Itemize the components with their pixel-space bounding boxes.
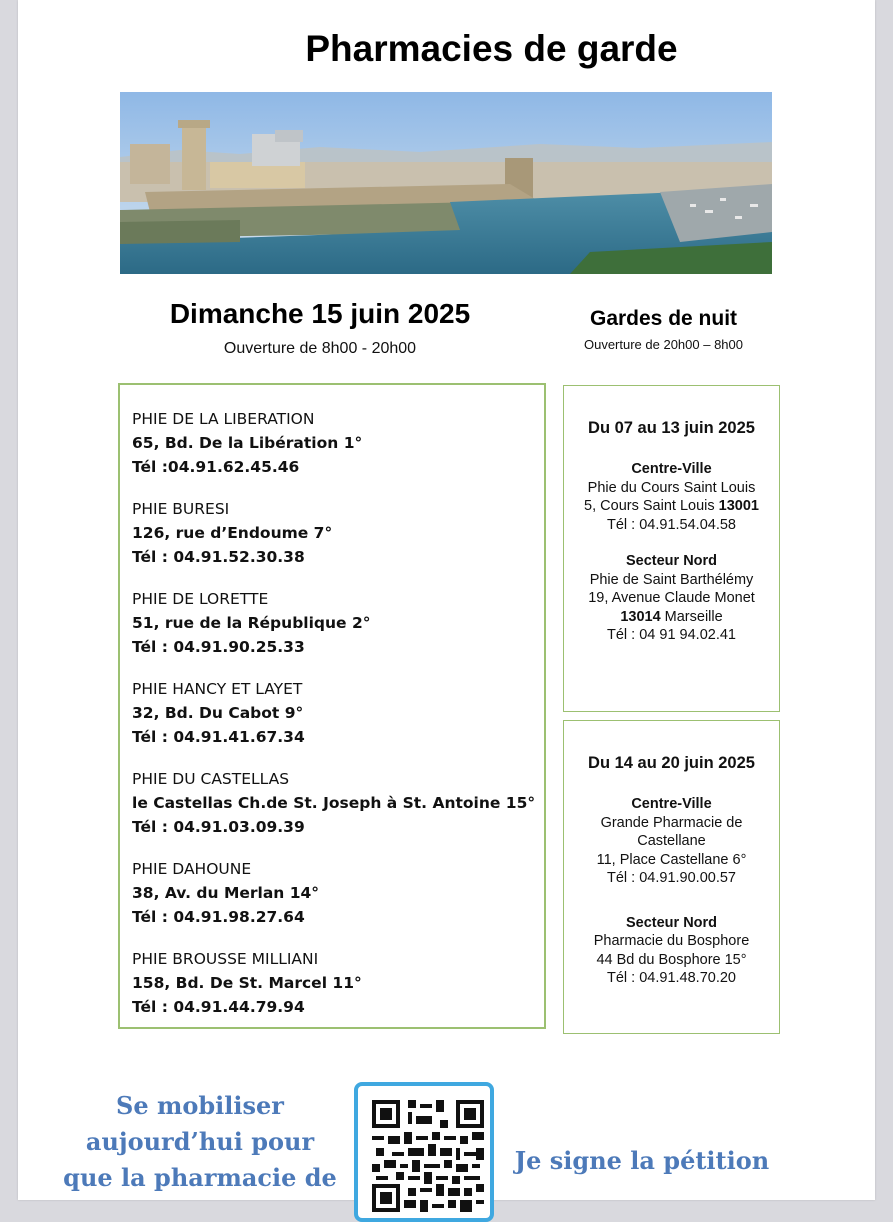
pharmacy-phone: Tél : 04.91.54.04.58 <box>607 516 736 533</box>
pharmacy-address: 44 Bd du Bosphore 15° <box>596 951 747 968</box>
mobilize-line: aujourd’hui pour <box>85 1127 315 1156</box>
mobilize-line: que la pharmacie de <box>63 1163 337 1192</box>
pharmacy-phone: Tél : 04.91.44.79.94 <box>132 998 305 1016</box>
pharmacy-address: 158, Bd. De St. Marcel 11° <box>132 974 362 992</box>
night-period: Du 14 au 20 juin 2025 <box>588 754 755 772</box>
day-date-title: Dimanche 15 juin 2025 <box>169 298 471 329</box>
pharmacy-address: 38, Av. du Merlan 14° <box>132 884 320 902</box>
pharmacy-address: 51, rue de la République 2° <box>132 614 371 632</box>
pharmacy-address: le Castellas Ch.de St. Joseph à St. Antoine 15° <box>132 794 536 812</box>
day-pharmacies-list <box>118 383 546 1029</box>
pharmacy-phone: Tél : 04 91 94.02.41 <box>607 627 736 643</box>
pharmacy-address <box>564 497 779 516</box>
night-sector-north <box>564 552 779 645</box>
pharmacy-address: 65, Bd. De la Libération 1° <box>132 434 363 452</box>
night-sector-center <box>564 460 779 534</box>
pharmacy-name: PHIE DE LORETTE <box>132 590 269 608</box>
address-zip: 13001 <box>718 498 759 514</box>
pharmacy-phone: Tél : 04.91.90.25.33 <box>132 638 305 656</box>
pharmacy-phone: Tél : 04.91.98.27.64 <box>132 908 305 926</box>
pharmacy-address: 11, Place Castellane 6° <box>596 851 747 868</box>
night-sector-north <box>564 914 779 988</box>
pharmacy-name: Pharmacie du Bosphore <box>593 933 750 949</box>
pharmacy-address: 126, rue d’Endoume 7° <box>132 524 333 542</box>
qr-code-icon <box>372 1100 484 1212</box>
pharmacy-entry <box>132 677 544 749</box>
mobilize-text <box>60 1088 340 1196</box>
pharmacy-entry <box>132 857 544 929</box>
pharmacy-entry <box>132 947 544 1019</box>
address-zip: 13014 <box>620 608 661 625</box>
night-opening-hours: Ouverture de 20h00 – 8h00 <box>583 337 743 352</box>
sector-name: Centre-Ville <box>631 461 712 477</box>
day-opening-hours: Ouverture de 8h00 - 20h00 <box>223 340 417 357</box>
pharmacy-city <box>564 608 779 627</box>
sector-name: Secteur Nord <box>625 553 718 569</box>
pharmacy-phone: Tél : 04.91.48.70.20 <box>607 970 736 986</box>
pharmacy-name: PHIE BURESI <box>132 500 230 518</box>
pharmacy-name: PHIE DU CASTELLAS <box>132 770 290 788</box>
pharmacy-entry <box>132 767 544 839</box>
night-title: Gardes de nuit <box>589 307 738 330</box>
pharmacy-name: PHIE HANCY ET LAYET <box>132 680 303 698</box>
sector-name: Centre-Ville <box>631 796 712 812</box>
pharmacy-name: Phie du Cours Saint Louis <box>587 479 756 496</box>
pharmacy-phone: Tél : 04.91.52.30.38 <box>132 548 305 566</box>
address-street: 5, Cours Saint Louis <box>584 498 719 514</box>
pharmacy-phone: Tél : 04.91.41.67.34 <box>132 728 305 746</box>
pharmacy-entry <box>132 497 544 569</box>
pharmacy-phone: Tél :04.91.62.45.46 <box>132 458 300 476</box>
address-city: Marseille <box>660 608 723 625</box>
pharmacy-name: PHIE DE LA LIBERATION <box>132 410 315 428</box>
sector-name: Secteur Nord <box>625 914 718 931</box>
pharmacy-phone: Tél : 04.91.90.00.57 <box>607 870 736 886</box>
pharmacy-address: 19, Avenue Claude Monet <box>588 590 755 606</box>
petition-link[interactable]: Je signe la pétition <box>514 1146 770 1175</box>
pharmacy-name: PHIE DAHOUNE <box>132 860 252 878</box>
pharmacy-entry <box>132 587 544 659</box>
pharmacy-name: Phie de Saint Barthélémy <box>589 571 754 588</box>
night-period: Du 07 au 13 juin 2025 <box>588 419 755 437</box>
pharmacy-entry <box>132 407 544 479</box>
page-title: Pharmacies de garde <box>305 28 678 69</box>
pharmacy-name: Grande Pharmacie de <box>600 814 743 831</box>
night-sector-center <box>564 795 779 888</box>
pharmacy-phone: Tél : 04.91.03.09.39 <box>132 818 305 836</box>
pharmacy-name: PHIE BROUSSE MILLIANI <box>132 950 319 968</box>
night-week-box <box>563 385 780 712</box>
night-week-box <box>563 720 780 1034</box>
petition-qr-code[interactable] <box>354 1082 494 1222</box>
marseille-port-photo <box>120 92 772 274</box>
pharmacy-name-cont: Castellane <box>637 833 706 849</box>
mobilize-line: Se mobiliser <box>116 1091 284 1120</box>
pharmacy-address: 32, Bd. Du Cabot 9° <box>132 704 304 722</box>
